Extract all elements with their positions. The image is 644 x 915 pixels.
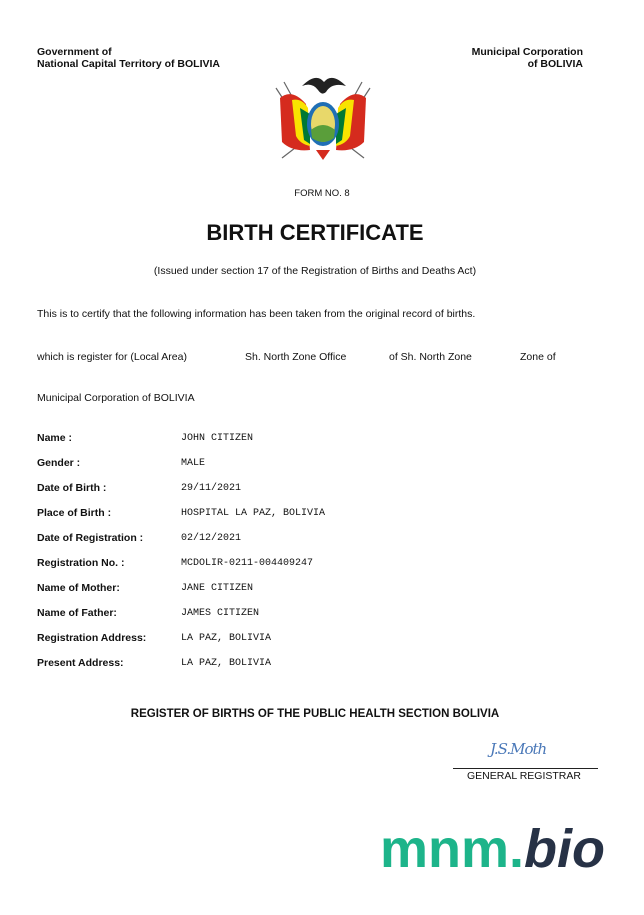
local-area-label: which is register for (Local Area) <box>37 351 187 363</box>
field-value: LA PAZ, BOLIVIA <box>181 633 272 644</box>
field-label: Name of Mother: <box>37 582 120 594</box>
mnm-bio-watermark-logo <box>380 814 605 884</box>
field-value: LA PAZ, BOLIVIA <box>181 658 272 669</box>
registrar-signature: J.S.Moth <box>490 740 547 758</box>
signature-line <box>453 768 598 769</box>
field-value: HOSPITAL LA PAZ, BOLIVIA <box>181 508 326 519</box>
zone-office: Sh. North Zone Office <box>245 351 347 363</box>
registrar-title: GENERAL REGISTRAR <box>467 770 581 782</box>
field-value: 29/11/2021 <box>181 483 242 494</box>
register-heading: REGISTER OF BIRTHS OF THE PUBLIC HEALTH SECTION BOLIVIA <box>130 708 500 720</box>
field-value: JAMES CITIZEN <box>181 608 260 619</box>
form-number: FORM NO. 8 <box>294 188 350 199</box>
certify-statement: This is to certify that the following information has been taken from the original record of births. <box>37 308 476 320</box>
issuer-right-line1: Municipal Corporation <box>471 46 583 58</box>
field-label: Present Address: <box>37 657 124 669</box>
watermark-part1: mnm. <box>380 819 525 879</box>
field-value: MCDOLIR-0211-004409247 <box>181 558 314 569</box>
issuer-left-line1: Government of <box>37 46 112 58</box>
field-value: MALE <box>181 458 206 469</box>
municipal-corporation: Municipal Corporation of BOLIVIA <box>37 392 195 404</box>
watermark-part2: bio <box>524 819 606 879</box>
page-title: BIRTH CERTIFICATE <box>206 220 424 245</box>
zone-of-label: Zone of <box>520 351 556 363</box>
issuer-left <box>37 46 220 70</box>
field-label: Date of Registration : <box>37 532 144 544</box>
issuer-right-line2: of BOLIVIA <box>527 58 583 70</box>
field-label: Date of Birth : <box>37 482 107 494</box>
issuer-right <box>472 46 583 70</box>
field-value: JANE CITIZEN <box>181 583 254 594</box>
field-label: Name of Father: <box>37 607 117 619</box>
field-label: Name : <box>37 432 73 444</box>
zone-name: of Sh. North Zone <box>389 351 472 363</box>
issuer-left-line2: National Capital Territory of BOLIVIA <box>37 58 220 70</box>
field-label: Registration Address: <box>37 632 147 644</box>
subtitle: (Issued under section 17 of the Registration of Births and Deaths Act) <box>153 265 477 277</box>
field-value: JOHN CITIZEN <box>181 433 254 444</box>
field-label: Gender : <box>37 457 81 469</box>
bolivia-coat-of-arms-icon <box>272 68 374 162</box>
field-label: Registration No. : <box>37 557 125 569</box>
field-label: Place of Birth : <box>37 507 112 519</box>
field-value: 02/12/2021 <box>181 533 242 544</box>
